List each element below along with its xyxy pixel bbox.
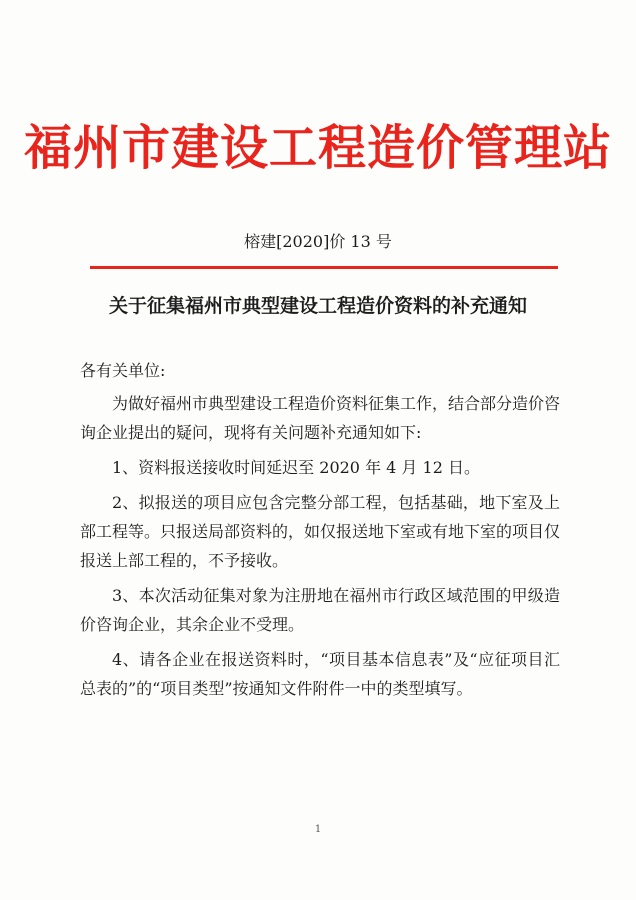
body-paragraph-item-2: 2、拟报送的项目应包含完整分部工程，包括基础，地下室及上部工程等。只报送局部资料的，如仅报送地下室或有地下室的项目仅报送上部工程的，不予接收。 xyxy=(80,493,561,570)
red-divider-line xyxy=(90,266,558,269)
salutation: 各有关单位: xyxy=(80,361,166,380)
notice-body xyxy=(80,389,560,709)
notice-title: 关于征集福州市典型建设工程造价资料的补充通知 xyxy=(108,295,527,317)
page-number: 1 xyxy=(314,824,322,835)
body-paragraph-intro: 为做好福州市典型建设工程造价资料征集工作，结合部分造价咨询企业提出的疑问，现将有关问题补充通知如下: xyxy=(80,394,561,442)
body-paragraph-item-4: 4、请各企业在报送资料时，“项目基本信息表”及“应征项目汇总表的”的“项目类型”按通知文件附件一中的类型填写。 xyxy=(80,650,560,698)
issuer-letterhead-title: 福州市建设工程造价管理站 xyxy=(23,120,612,176)
body-paragraph-item-3: 3、本次活动征集对象为注册地在福州市行政区域范围的甲级造价咨询企业，其余企业不受理。 xyxy=(80,586,560,634)
body-paragraph-item-1: 1、资料报送接收时间延迟至 2020 年 4 月 12 日。 xyxy=(112,458,480,477)
document-number: 榕建[2020]价 13 号 xyxy=(244,232,392,251)
